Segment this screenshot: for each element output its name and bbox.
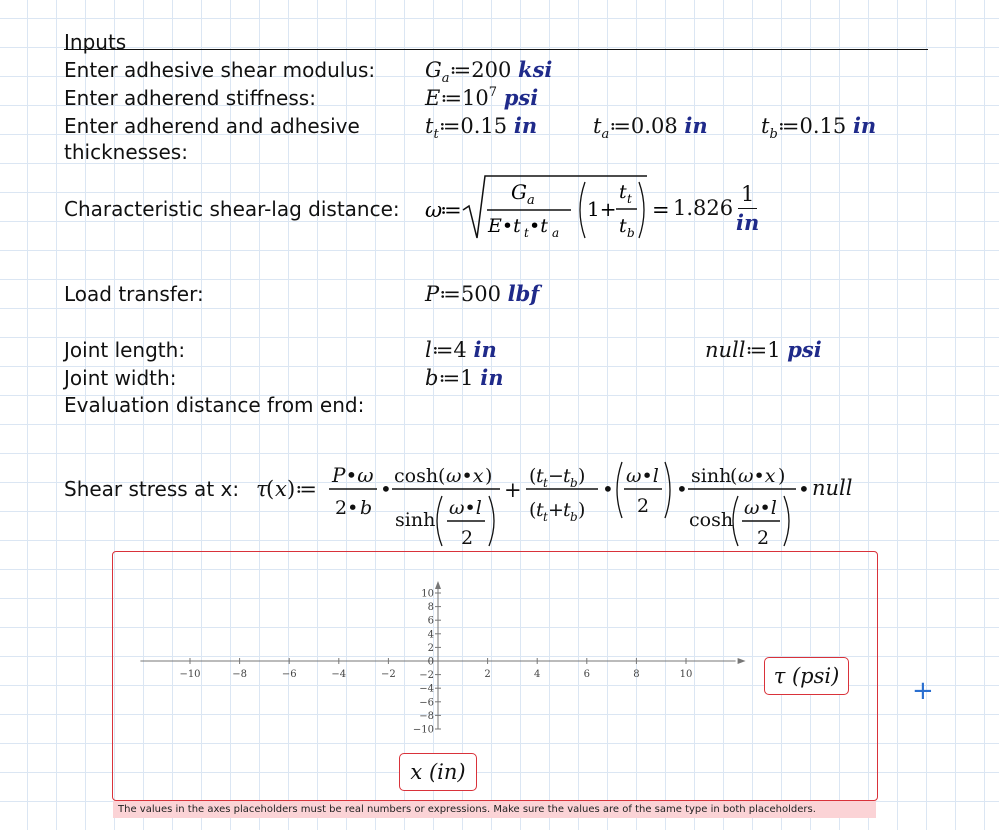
y-tick-label: 2 (427, 642, 434, 654)
svg-text:t: t (524, 226, 529, 240)
x-tick-label: −2 (381, 669, 396, 680)
svg-text:t: t (619, 215, 627, 237)
expr-width[interactable]: b≔1 in (425, 365, 504, 390)
value-E-base: 10 (462, 86, 489, 110)
label-shear-stress: Shear stress at x: (64, 477, 240, 501)
x-axis-arrow (738, 658, 746, 664)
section-title: Inputs (64, 30, 127, 54)
svg-text:t: t (627, 192, 632, 206)
y-tick-label: 4 (427, 629, 434, 641)
svg-text:)≔: )≔ (287, 477, 317, 501)
svg-text:): ) (485, 465, 493, 487)
x-tick-label: 2 (484, 669, 491, 680)
unit-psi: psi (503, 85, 539, 110)
expr-ta[interactable]: $t_a≔0.08$ in (593, 113, 708, 142)
y-tick-label: −10 (412, 724, 434, 736)
svg-text:x: x (275, 477, 287, 501)
label-thickness-1: Enter adherend and adhesive (64, 114, 360, 138)
y-tick-label: 0 (427, 656, 434, 668)
svg-text:P•ω: P•ω (332, 463, 374, 487)
label-shear-modulus: Enter adhesive shear modulus: (64, 58, 376, 82)
svg-text:ω•x: ω•x (738, 465, 776, 487)
svg-text:•t: •t (529, 215, 548, 237)
svg-text:t: t (543, 510, 548, 524)
unit-ksi: ksi (518, 57, 553, 82)
x-tick-label: 4 (534, 669, 541, 680)
label-stiffness: Enter adherend stiffness: (64, 86, 316, 110)
shear-stress-formula (256, 452, 866, 552)
label-load: Load transfer: (64, 282, 204, 306)
svg-text:2: 2 (461, 527, 474, 549)
svg-text:+: + (548, 499, 564, 521)
value-G: 200 (471, 58, 512, 82)
x-tick-label: 8 (633, 669, 640, 680)
svg-text:t: t (536, 499, 544, 521)
expr-shear-modulus[interactable]: $G_a≔200$ ksi (425, 57, 553, 86)
svg-text:b: b (360, 497, 373, 519)
label-eval-distance: Evaluation distance from end: (64, 393, 365, 417)
svg-text:): ) (578, 465, 586, 487)
svg-text:): ) (778, 465, 786, 487)
svg-text:2: 2 (757, 527, 770, 549)
svg-text:(: ( (529, 465, 537, 487)
svg-text:−: − (548, 465, 564, 487)
svg-text:2•: 2• (335, 497, 359, 519)
svg-text:1+: 1+ (587, 197, 617, 221)
svg-text:ω: ω (425, 198, 443, 222)
error-message: The values in the axes placeholders must be real numbers or expressions. Make sure the values are of the same type in both placeholders. (113, 801, 876, 818)
svg-text:t: t (536, 465, 544, 487)
y-tick-label: 6 (427, 615, 434, 627)
section-divider (64, 49, 928, 50)
shear-stress-tail: null (812, 476, 853, 500)
svg-text:≔: ≔ (440, 198, 462, 222)
svg-text:b: b (627, 226, 635, 240)
expr-length[interactable]: l≔4 in (425, 337, 497, 362)
svg-text:•: • (798, 477, 810, 501)
svg-text:ω•l: ω•l (449, 497, 482, 519)
svg-text:cosh: cosh (394, 465, 439, 487)
expr-null[interactable]: null≔1 psi (705, 337, 822, 362)
svg-text:+: + (504, 478, 522, 502)
expr-tb[interactable]: $t_b≔0.15$ in (761, 113, 877, 142)
svg-text:sinh: sinh (691, 465, 732, 487)
svg-text:b: b (570, 510, 578, 524)
svg-text:sinh: sinh (395, 509, 436, 531)
y-tick-label: 10 (421, 588, 434, 600)
x-tick-label: −6 (281, 669, 297, 680)
y-axis-arrow (435, 581, 441, 589)
y-axis-placeholder[interactable]: τ (psi) (764, 657, 849, 695)
svg-text:(: ( (266, 477, 275, 501)
y-tick-label: −2 (419, 670, 434, 682)
label-thickness-2: thicknesses: (64, 140, 188, 164)
svg-text:•: • (676, 477, 688, 501)
label-shear-lag: Characteristic shear-lag distance: (64, 197, 400, 221)
svg-text:(: ( (730, 465, 738, 487)
svg-text:=: = (652, 198, 670, 222)
svg-text:(: ( (438, 465, 446, 487)
plot-axes (120, 575, 760, 750)
svg-text:E•t: E•t (488, 215, 521, 237)
x-axis-placeholder[interactable]: x (in) (399, 753, 477, 791)
svg-text:•: • (380, 477, 392, 501)
svg-text:(: ( (529, 499, 537, 521)
svg-text:b: b (570, 476, 578, 490)
y-tick-label: −6 (419, 697, 434, 709)
x-tick-label: −10 (179, 669, 201, 680)
svg-text:a: a (527, 193, 535, 208)
svg-text:t: t (619, 181, 627, 203)
shear-lag-result: 1.826 (673, 196, 734, 220)
svg-text:): ) (578, 499, 586, 521)
var-E: E (425, 86, 441, 110)
shear-lag-unit: $\frac{1}{in}$ (736, 182, 760, 236)
svg-text:t: t (563, 465, 571, 487)
expr-stiffness[interactable]: $E≔10^7$ psi (425, 85, 539, 110)
value-E-exp: 7 (488, 85, 498, 100)
x-tick-label: 6 (583, 669, 590, 680)
label-width: Joint width: (64, 366, 177, 390)
x-tick-label: 10 (679, 669, 693, 680)
svg-text:•: • (602, 477, 614, 501)
label-length: Joint length: (64, 338, 186, 362)
svg-text:t: t (563, 499, 571, 521)
add-region-cursor-icon[interactable]: + (912, 676, 934, 706)
svg-text:G: G (511, 180, 527, 204)
expr-tt[interactable]: $t_t≔0.15$ in (425, 113, 538, 142)
svg-text:a: a (552, 226, 560, 240)
y-tick-label: −8 (419, 710, 434, 722)
svg-text:τ: τ (256, 477, 268, 501)
svg-text:t: t (543, 476, 548, 490)
svg-text:ω•l: ω•l (626, 465, 659, 487)
y-tick-label: −4 (419, 683, 434, 695)
expr-load[interactable]: P≔500 lbf (425, 281, 540, 306)
y-tick-label: 8 (427, 602, 434, 614)
expr-shear-stress[interactable] (256, 452, 866, 552)
x-tick-label: −4 (331, 669, 347, 680)
svg-text:ω•x: ω•x (446, 465, 484, 487)
svg-text:ω•l: ω•l (744, 497, 777, 519)
x-tick-label: −8 (232, 669, 247, 680)
var-G: G (425, 58, 442, 82)
svg-text:cosh: cosh (689, 509, 734, 531)
svg-text:2: 2 (637, 495, 650, 517)
sub-a: a (441, 71, 450, 86)
